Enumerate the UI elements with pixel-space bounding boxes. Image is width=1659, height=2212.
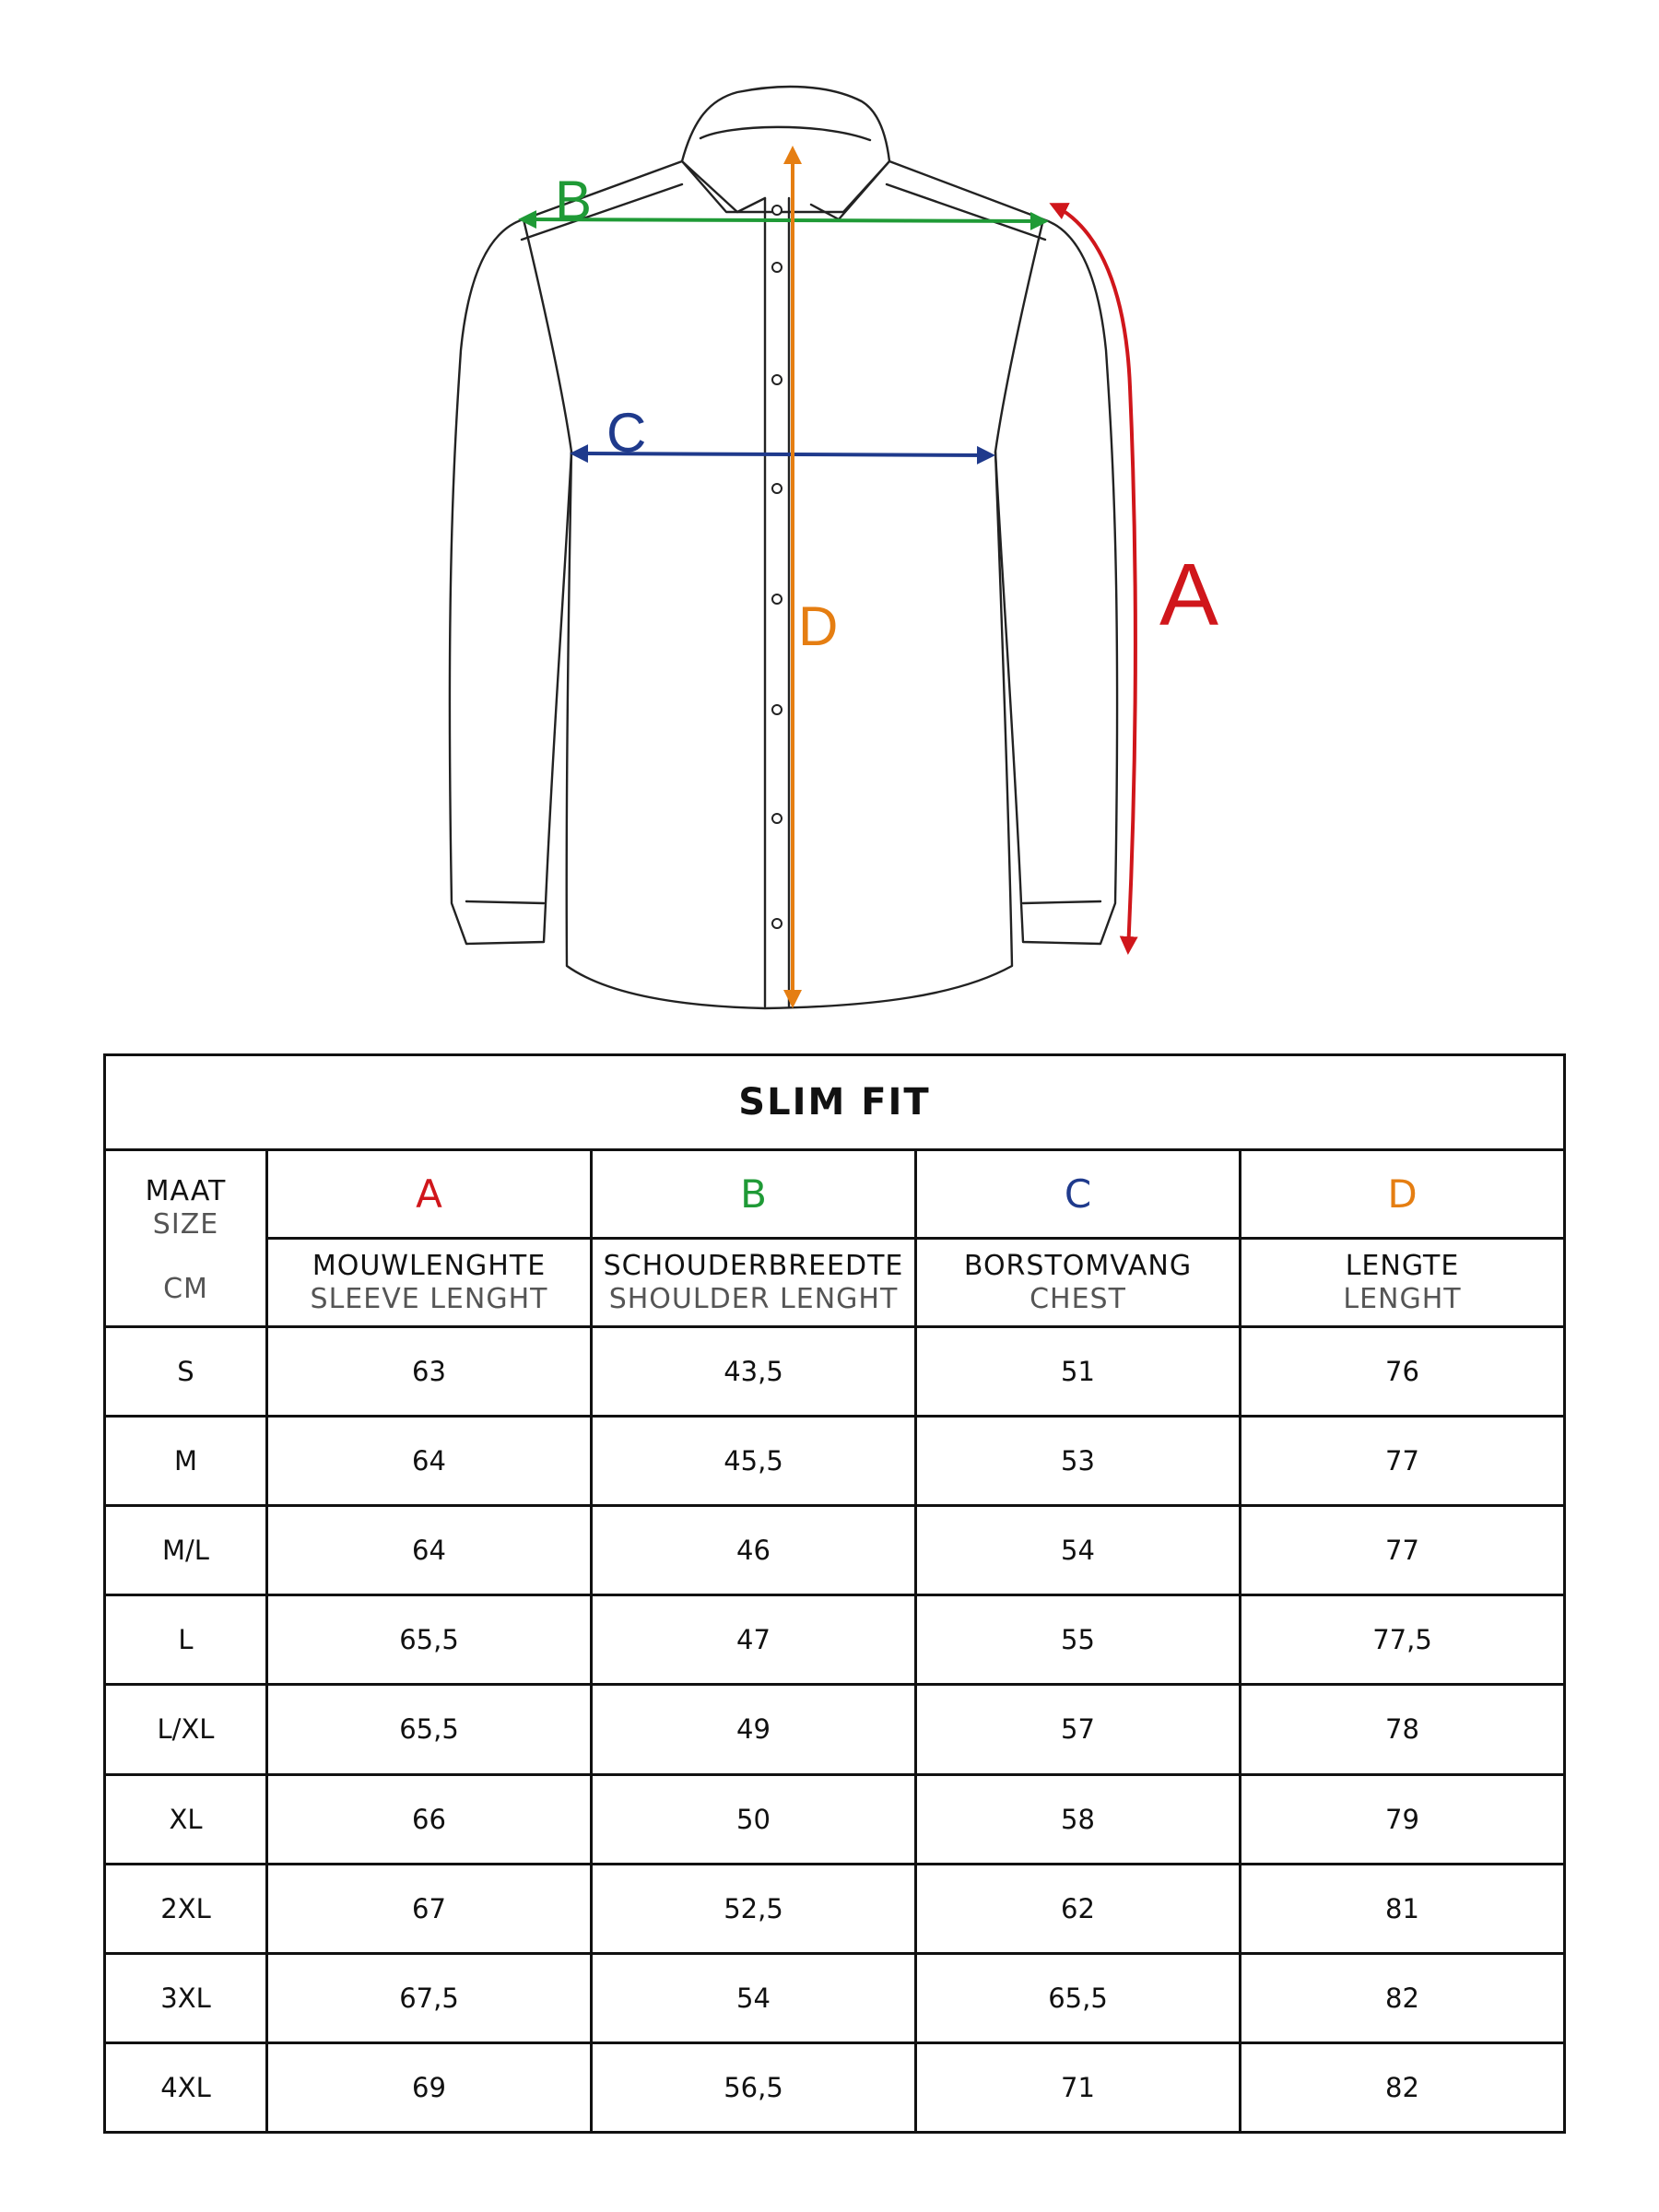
table-row <box>105 1774 1565 1864</box>
collar <box>682 87 889 161</box>
value-cell: 82 <box>1241 2042 1565 2132</box>
value-cell: 77 <box>1241 1417 1565 1506</box>
size-cell: M/L <box>105 1506 267 1595</box>
value-cell: 64 <box>267 1506 592 1595</box>
label-c: C <box>606 402 647 464</box>
shirt-illustration <box>0 0 1659 1032</box>
value-cell: 82 <box>1241 1953 1565 2042</box>
size-header-en: SIZE <box>152 1208 219 1241</box>
value-cell: 65,5 <box>267 1595 592 1685</box>
table-row <box>105 1417 1565 1506</box>
table-row <box>105 2042 1565 2132</box>
value-cell: 49 <box>592 1685 916 1774</box>
value-cell: 66 <box>267 1774 592 1864</box>
value-cell: 47 <box>592 1595 916 1685</box>
column-header-c <box>916 1239 1241 1327</box>
column-name-en: LENGHT <box>1343 1282 1462 1315</box>
value-cell: 69 <box>267 2042 592 2132</box>
table-row <box>105 1685 1565 1774</box>
column-name-en: SLEEVE LENGHT <box>310 1282 548 1315</box>
value-cell: 76 <box>1241 1327 1565 1417</box>
table-row <box>105 1595 1565 1685</box>
label-a: A <box>1159 546 1219 644</box>
value-cell: 57 <box>916 1685 1241 1774</box>
table-row <box>105 1864 1565 1953</box>
sleeve-length-arrow <box>1053 205 1135 951</box>
column-name-nl: LENGTE <box>1345 1249 1460 1282</box>
column-letter-b: B <box>592 1150 916 1239</box>
value-cell: 81 <box>1241 1864 1565 1953</box>
value-cell: 58 <box>916 1774 1241 1864</box>
left-sleeve <box>450 219 571 944</box>
value-cell: 46 <box>592 1506 916 1595</box>
value-cell: 50 <box>592 1774 916 1864</box>
unit-label: CM <box>163 1273 208 1305</box>
shirt-body <box>524 161 1043 1008</box>
size-table <box>103 1053 1566 2134</box>
size-cell: 2XL <box>105 1864 267 1953</box>
value-cell: 52,5 <box>592 1864 916 1953</box>
table-title-row <box>105 1055 1565 1150</box>
value-cell: 62 <box>916 1864 1241 1953</box>
table-title: SLIM FIT <box>105 1055 1565 1150</box>
size-cell: XL <box>105 1774 267 1864</box>
size-header-nl: MAAT <box>145 1175 227 1207</box>
table-row <box>105 1506 1565 1595</box>
label-b: B <box>555 170 593 231</box>
size-cell: 3XL <box>105 1953 267 2042</box>
value-cell: 79 <box>1241 1774 1565 1864</box>
value-cell: 71 <box>916 2042 1241 2132</box>
size-cell: 4XL <box>105 2042 267 2132</box>
column-name-nl: MOUWLENGHTE <box>312 1249 547 1282</box>
column-name-row <box>105 1239 1565 1327</box>
column-name-en: SHOULDER LENGHT <box>608 1282 899 1315</box>
column-name-nl: BORSTOMVANG <box>963 1249 1193 1282</box>
value-cell: 64 <box>267 1417 592 1506</box>
value-cell: 51 <box>916 1327 1241 1417</box>
column-header-b <box>592 1239 916 1327</box>
value-cell: 67,5 <box>267 1953 592 2042</box>
value-cell: 63 <box>267 1327 592 1417</box>
size-cell: L <box>105 1595 267 1685</box>
size-cell: L/XL <box>105 1685 267 1774</box>
column-letter-d: D <box>1241 1150 1565 1239</box>
size-cell: M <box>105 1417 267 1506</box>
table-row <box>105 1953 1565 2042</box>
value-cell: 43,5 <box>592 1327 916 1417</box>
label-d: D <box>798 595 839 657</box>
column-letter-c: C <box>916 1150 1241 1239</box>
column-header-d <box>1241 1239 1565 1327</box>
size-header <box>105 1150 267 1327</box>
right-sleeve <box>995 219 1117 944</box>
value-cell: 54 <box>592 1953 916 2042</box>
column-name-en: CHEST <box>1030 1282 1126 1315</box>
value-cell: 78 <box>1241 1685 1565 1774</box>
value-cell: 77,5 <box>1241 1595 1565 1685</box>
column-letter-a: A <box>267 1150 592 1239</box>
value-cell: 56,5 <box>592 2042 916 2132</box>
value-cell: 53 <box>916 1417 1241 1506</box>
size-cell: S <box>105 1327 267 1417</box>
value-cell: 55 <box>916 1595 1241 1685</box>
value-cell: 54 <box>916 1506 1241 1595</box>
value-cell: 65,5 <box>267 1685 592 1774</box>
shirt-diagram <box>0 0 1659 1032</box>
shoulder-arrow <box>522 219 1045 221</box>
table-row <box>105 1327 1565 1417</box>
buttons <box>772 206 782 928</box>
column-header-a <box>267 1239 592 1327</box>
value-cell: 77 <box>1241 1506 1565 1595</box>
column-name-nl: SCHOUDERBREEDTE <box>603 1249 904 1282</box>
value-cell: 67 <box>267 1864 592 1953</box>
value-cell: 45,5 <box>592 1417 916 1506</box>
value-cell: 65,5 <box>916 1953 1241 2042</box>
letter-row <box>105 1150 1565 1239</box>
